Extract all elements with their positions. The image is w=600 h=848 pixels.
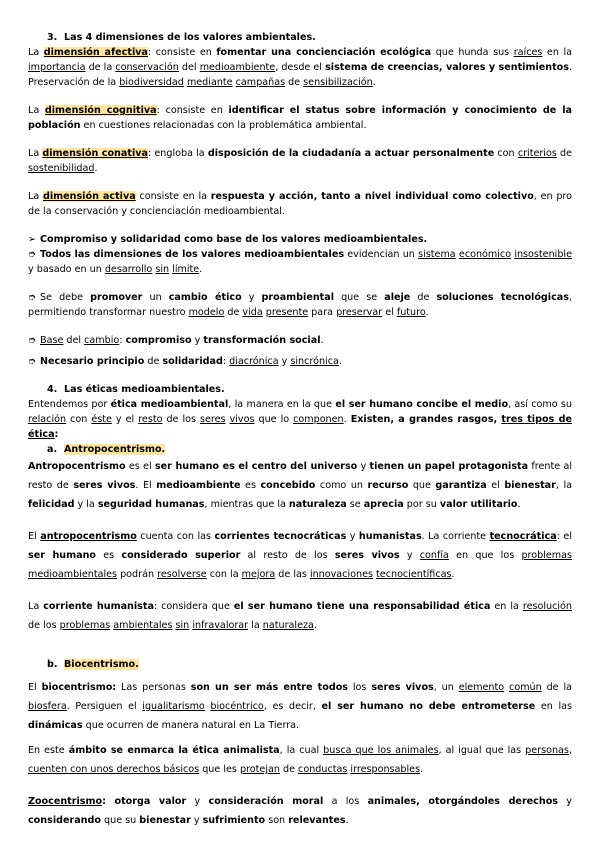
compromiso-heading: ➢ Compromiso y solidaridad como base de los valores medioambientales.	[28, 234, 428, 245]
biocentrismo-heading: b. Biocentrismo.	[47, 659, 139, 670]
section-4-intro: Entendemos por ética medioambiental, la manera en la que el ser humano concibe el medio, así como su relación con éste y el resto de los seres vivos que lo componen. Existen, a grandes rasgos, tres tipos de ética:	[28, 399, 572, 440]
paragraph-dimension-conativa: La dimensión conativa: engloba la disposición de la ciudadanía a actuar personalmente con criterios de sostenibilidad.	[28, 148, 573, 174]
antropocentrismo-paragraph-2: El antropocentrismo cuenta con las corrientes tecnocráticas y humanistas. La corriente tecnocrática: el ser humano es considerado superior al resto de los seres vivos y confía en que los problemas medioambientales podrán resolverse con la mejora de las innovaciones tecnocientíficas.	[28, 531, 573, 580]
compromiso-paragraph-1: ➮ Todos las dimensiones de los valores medioambientales evidencian un sistema económico insostenible y basado en un desarrollo sin límite.	[28, 249, 572, 275]
paragraph-dimension-cognitiva: La dimensión cognitiva: consiste en identificar el status sobre información y conocimiento de la población en cuestiones relacionadas con la problemática ambiental.	[28, 105, 572, 131]
hook-arrow-icon: ➮	[28, 356, 37, 367]
hook-arrow-icon: ➮	[28, 335, 37, 346]
paragraph-dimension-activa: La dimensión activa consiste en la respuesta y acción, tanto a nivel individual como colectivo, en pro de la conservación y concienciación medioambiental.	[28, 191, 573, 217]
compromiso-paragraph-2: ➮ Se debe promover un cambio ético y proambiental que se aleje de soluciones tecnológicas, permitiendo transformar nuestro modelo de vida presente para preservar el futuro.	[28, 292, 573, 318]
biocentrismo-paragraph-2: En este ámbito se enmarca la ética animalista, la cual busca que los animales, al igual que las personas, cuenten con unos derechos básicos que les protejan de conductas irresponsables.	[28, 745, 572, 775]
paragraph-dimension-afectiva: La dimensión afectiva: consiste en fomentar una concienciación ecológica que hunda sus raíces en la importancia de la conservación del medioambiente, desde el sistema de creencias, valores y sentimientos. Preservación de la biodiversidad mediante campañas de sensibilización.	[28, 47, 573, 88]
hook-arrow-icon: ➮	[28, 249, 37, 260]
antropocentrismo-paragraph-1: Antropocentrismo es el ser humano es el centro del universo y tienen un papel protagonista frente al resto de seres vivos. El medioambiente es concebido como un recurso que garantiza el bienestar, la felicidad y la seguridad humanas, mientras que la naturaleza se aprecia por su valor utilitario.	[28, 461, 572, 510]
section-3-heading: 3. Las 4 dimensiones de los valores ambientales.	[47, 32, 316, 43]
section-4-heading: 4. Las éticas medioambientales.	[47, 384, 225, 395]
arrow-bullet-icon: ➢	[28, 234, 37, 245]
compromiso-paragraph-3: ➮ Base del cambio: compromiso y transformación social.	[28, 335, 324, 346]
antropocentrismo-paragraph-3: La corriente humanista: considera que el ser humano tiene una responsabilidad ética en la resolución de los problemas ambientales sin infravalorar la naturaleza.	[28, 601, 572, 631]
zoocentrismo-paragraph: Zoocentrismo: otorga valor y consideración moral a los animales, otorgándoles derechos y considerando que su bienestar y sufrimiento son relevantes.	[28, 796, 572, 826]
compromiso-paragraph-4: ➮ Necesario principio de solidaridad: diacrónica y sincrónica.	[28, 356, 342, 367]
antropocentrismo-heading: a. Antropocentrismo.	[47, 444, 166, 455]
biocentrismo-paragraph-1: El biocentrismo: Las personas son un ser más entre todos los seres vivos, un elemento común de la biosfera. Persiguen el igualitarismo biocéntrico, es decir, el ser humano no debe entrometerse en las dinámicas que ocurren de manera natural en La Tierra.	[28, 682, 572, 731]
hook-arrow-icon: ➮	[28, 292, 37, 303]
